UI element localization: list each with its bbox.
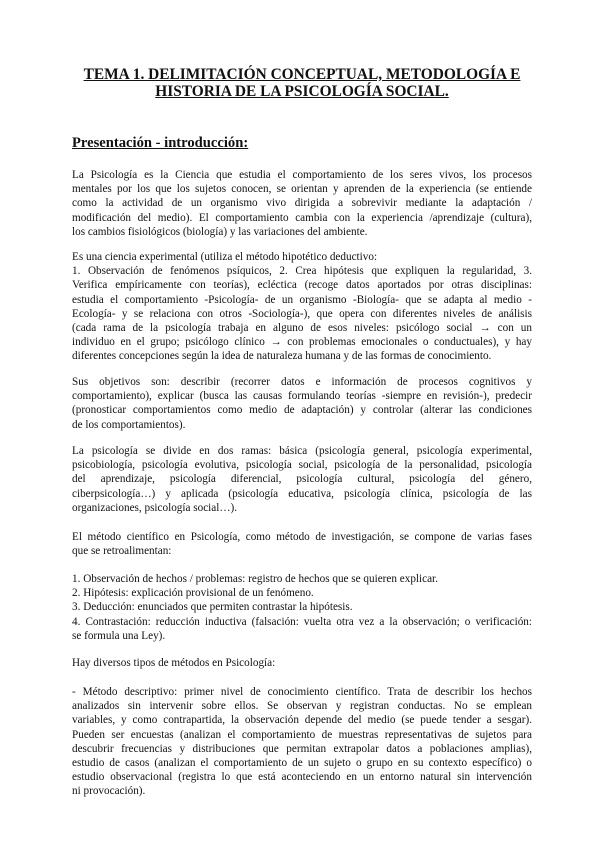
text-line: 1. Observación de fenómenos psíquicos, 2. Crea hipótesis que expliquen la regularidad, 3. bbox=[72, 265, 532, 278]
text-line: Verifica empíricamente con teorías), ecléctica (recoge datos aportados por otras disciplinas: bbox=[72, 279, 532, 292]
text-line: psicobiología, psicología evolutiva, psicología social, psicología de la personalidad, psicología bbox=[72, 459, 532, 472]
paragraph-descriptive-method bbox=[72, 685, 532, 799]
text-line: estudio de casos (analizan el comportamiento de un sujeto o grupo en su contexto específico) o bbox=[72, 757, 532, 770]
text-line: los cambios fisiológicos (biología) y las variaciones del ambiente. bbox=[72, 225, 368, 238]
text-line: La psicología se divide en dos ramas: básica (psicología general, psicología experimental, bbox=[72, 445, 532, 457]
section-heading: Presentación - introducción: bbox=[72, 135, 249, 151]
text-line: Hay diversos tipos de métodos en Psicología: bbox=[72, 657, 276, 669]
text-line: organizaciones, psicología social…). bbox=[72, 501, 238, 514]
text-line: modificación del medio). El comportamiento cambia con la experiencia /aprendizaje (cultura), bbox=[72, 211, 532, 224]
text-line: El método científico en Psicología, como método de investigación, se compone de varias fases bbox=[72, 531, 532, 543]
list-item: 3. Deducción: enunciados que permiten contrastar la hipótesis. bbox=[72, 601, 353, 614]
text-line: mentales por los que los sujetos conocen, se orientan y aprenden de la experiencia (se entiende bbox=[72, 183, 532, 196]
text-line: (cada rama de la psicología trabaja en alguno de esos niveles: psicólogo social → con un bbox=[72, 322, 532, 335]
list-item: 4. Contrastación: reducción inductiva (falsación: vuelta otra vez a la observación; o verificación: bbox=[72, 615, 532, 628]
text-line: comportamiento), explicar (busca las causas formulando teorías -siempre en revisión-), predecir bbox=[72, 390, 532, 403]
text-line: variables, y como contrapartida, la observación depende del medio (se puede tender a sesgar). bbox=[72, 714, 532, 727]
text-line: estudio observacional (registra lo que está aconteciendo en un entorno natural sin intervención bbox=[72, 771, 532, 784]
paragraph-scientific-method bbox=[72, 530, 532, 558]
text-line: del aprendizaje, psicología diferencial, psicología cultural, psicología del género, bbox=[72, 473, 532, 486]
page-title bbox=[72, 66, 532, 100]
paragraph-branches bbox=[72, 444, 532, 515]
list-item: 2. Hipótesis: explicación provisional de un fenómeno. bbox=[72, 587, 314, 600]
title-line-2: HISTORIA DE LA PSICOLOGÍA SOCIAL. bbox=[155, 83, 449, 100]
text-line: Sus objetivos son: describir (recorrer datos e información de procesos cognitivos y bbox=[72, 376, 532, 388]
text-line: como la actividad de un organismo vivo dirigida a sobrevivir mediante la adaptación / bbox=[72, 197, 532, 210]
text-line: analizados sin intervenir sobre ellos. Se observan y registran conductas. No se emplean bbox=[72, 700, 532, 713]
text-line: estudia el comportamiento -Psicología- de un organismo -Biología- que se adapta al medio - bbox=[72, 293, 532, 306]
text-line: ni provocación). bbox=[72, 785, 146, 798]
text-line: La Psicología es la Ciencia que estudia el comportamiento de los seres vivos, los procesos bbox=[72, 169, 532, 181]
method-phases-list bbox=[72, 572, 532, 643]
text-line: diferentes concepciones según la idea de naturaleza humana y de las formas de conocimiento. bbox=[72, 350, 492, 363]
paragraph-definition bbox=[72, 168, 532, 239]
text-line: de los comportamientos). bbox=[72, 418, 186, 431]
text-line: Ecología- y se relaciona con otros -Sociología-), que opera con diferentes niveles de análisis bbox=[72, 307, 532, 320]
text-line: - Método descriptivo: primer nivel de conocimiento científico. Trata de describir los hechos bbox=[72, 686, 532, 698]
text-line: individuo en el grupo; psicólogo clínico → con problemas emocionales o conductuales), y hay bbox=[72, 336, 532, 349]
paragraph-experimental-science bbox=[72, 250, 532, 364]
list-item: 1. Observación de hechos / problemas: registro de hechos que se quieren explicar. bbox=[72, 573, 438, 585]
text-line: descubrir frecuencias y distribuciones que permitan extrapolar datos a poblaciones amplias), bbox=[72, 742, 532, 755]
text-line: Pueden ser encuestas (analizan el comportamiento de muestras representativas de sujetos para bbox=[72, 728, 532, 741]
paragraph-method-types bbox=[72, 656, 532, 670]
text-line: (pronosticar comportamientos como medio de adaptación) y controlar (alterar las condiciones bbox=[72, 404, 532, 417]
text-line: Es una ciencia experimental (utiliza el método hipotético deductivo: bbox=[72, 251, 378, 263]
title-line-1: TEMA 1. DELIMITACIÓN CONCEPTUAL, METODOLOGÍA E bbox=[83, 66, 521, 83]
text-line: que se retroalimentan: bbox=[72, 545, 172, 558]
text-line: ciberpsicología…) y aplicada (psicología educativa, psicología clínica, psicología de las bbox=[72, 487, 532, 500]
paragraph-objectives bbox=[72, 375, 532, 432]
list-item-continuation: se formula una Ley). bbox=[72, 629, 166, 642]
